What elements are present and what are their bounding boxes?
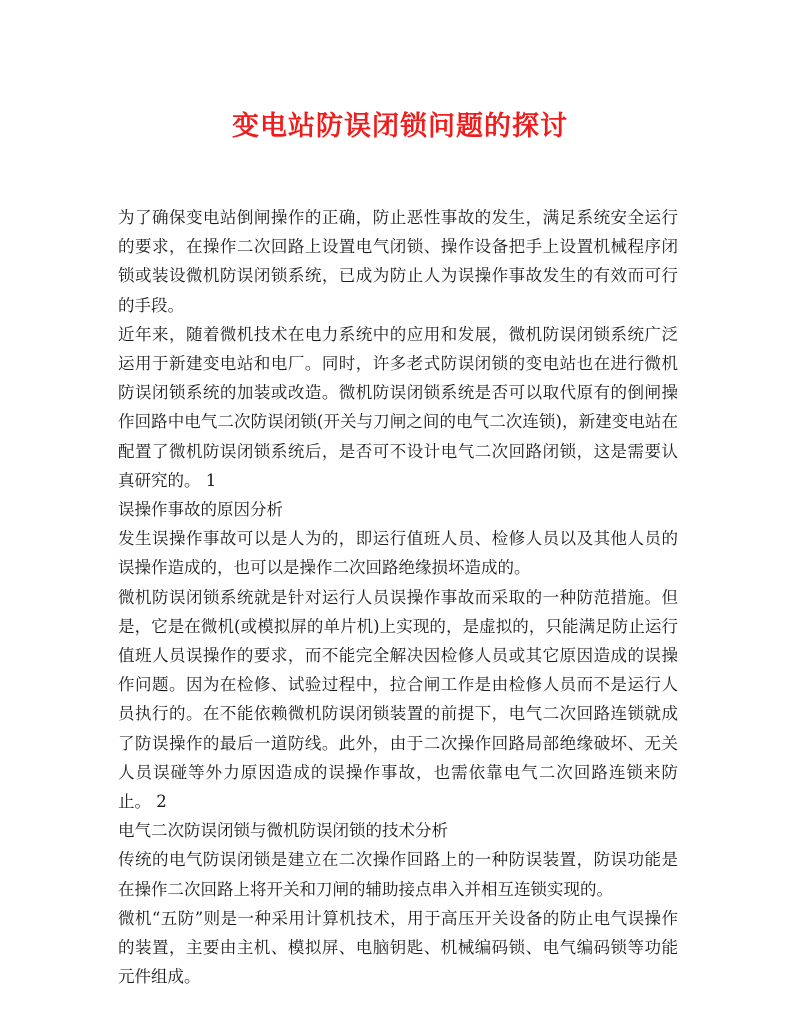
paragraph: 传统的电气防误闭锁是建立在二次操作回路上的一种防误装置，防误功能是在操作二次回路上将开关和刀闸的辅助接点串入并相互连锁实现的。 [118, 850, 678, 899]
paragraph: 微机防误闭锁系统就是针对运行人员误操作事故而采取的一种防范措施。但是，它是在微机(或模拟屏的单片机)上实现的，是虚拟的，只能满足防止运行值班人员误操作的要求，而不能完全解决因检修人员或其它原因造成的误操作问题。因为在检修、试验过程中，拉合闸工作是由检修人员而不是运行人员执行的。在不能依赖微机防误闭锁装置的前提下，电气二次回路连锁就成了防误操作的最后一道防线。此外，由于二次操作回路局部绝缘破坏、无关人员误碰等外力原因造成的误操作事故，也需依靠电气二次回路连锁来防止。 2 [118, 587, 678, 812]
paragraph: 近年来，随着微机技术在电力系统中的应用和发展，微机防误闭锁系统广泛运用于新建变电站和电厂。同时，许多老式防误闭锁的变电站也在进行微机防误闭锁系统的加装或改造。微机防误闭锁系统是否可以取代原有的倒闸操作回路中电气二次防误闭锁(开关与刀闸之间的电气二次连锁)，新建变电站在配置了微机防误闭锁系统后，是否可不设计电气二次回路闭锁，这是需要认真研究的。 1 [118, 324, 678, 490]
section-heading: 误操作事故的原因分析 [118, 500, 283, 520]
section-heading: 电气二次防误闭锁与微机防误闭锁的技术分析 [118, 821, 448, 841]
paragraph: 微机“五防”则是一种采用计算机技术，用于高压开关设备的防止电气误操作的装置，主要由主机、模拟屏、电脑钥匙、机械编码锁、电气编码锁等功能元件组成。 [118, 908, 678, 987]
paragraph: 发生误操作事故可以是人为的，即运行值班人员、检修人员以及其他人员的误操作造成的，也可以是操作二次回路绝缘损坏造成的。 [118, 529, 678, 578]
document-body [118, 203, 678, 991]
document-title: 变电站防误闭锁问题的探讨 [232, 111, 568, 142]
paragraph: 为了确保变电站倒闸操作的正确，防止恶性事故的发生，满足系统安全运行的要求，在操作二次回路上设置电气闭锁、操作设备把手上设置机械程序闭锁或装设微机防误闭锁系统，已成为防止人为误操作事故发生的有效而可行的手段。 [118, 208, 678, 315]
